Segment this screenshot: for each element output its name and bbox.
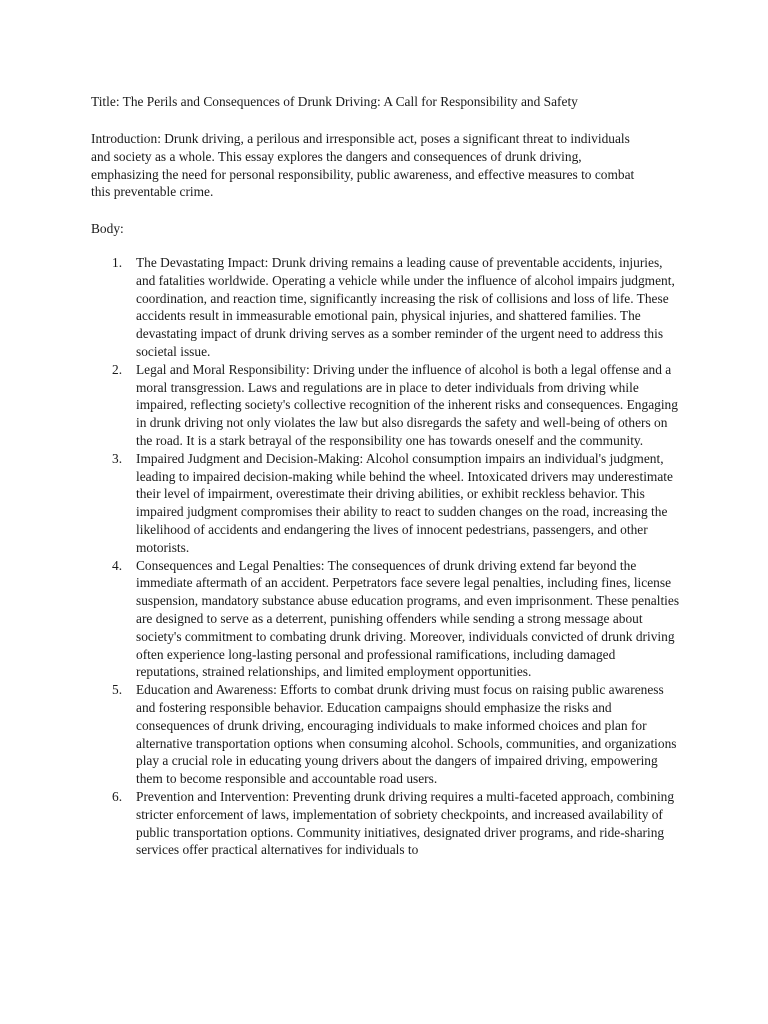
list-item-text: Prevention and Intervention: Preventing drunk driving requires a multi-faceted approach, combining stricter enforcement of laws, implementation of sobriety checkpoints, and increased availability of public transportation options. Community initiatives, designated driver programs, and ride-sharing services offer practical alternatives for individuals to xyxy=(136,788,675,858)
list-item xyxy=(91,254,681,361)
list-item xyxy=(91,557,681,682)
list-item-number: 6. xyxy=(112,788,123,804)
list-item-text: Impaired Judgment and Decision-Making: Alcohol consumption impairs an individual's judgment, leading to impaired decision-making while behind the wheel. Intoxicated drivers may underestimate their level of impairment, overestimate their driving abilities, or exhibit reckless behavior. This impaired judgment compromises their ability to react to sudden changes on the road, increasing the likelihood of accidents and endangering the lives of innocent pedestrians, passengers, and other motorists. xyxy=(136,450,673,555)
list-item xyxy=(91,361,681,450)
list-item-text: Education and Awareness: Efforts to combat drunk driving must focus on raising public awareness and fostering responsible behavior. Education campaigns should emphasize the risks and consequences of drunk driving, encouraging individuals to make informed choices and plan for alternative transportation options when consuming alcohol. Schools, communities, and organizations play a crucial role in educating young drivers about the dangers of impaired driving, empowering them to become responsible and accountable road users. xyxy=(136,682,677,787)
essay-title: Title: The Perils and Consequences of Drunk Driving: A Call for Responsibility and Safety xyxy=(91,94,578,109)
list-item-number: 4. xyxy=(112,557,123,573)
list-item xyxy=(91,450,681,557)
body-list xyxy=(91,254,681,859)
list-item-text: Consequences and Legal Penalties: The consequences of drunk driving extend far beyond the immediate aftermath of an accident. Perpetrators face severe legal penalties, including fines, license suspension, mandatory substance abuse education programs, and even imprisonment. These penalties are designed to serve as a deterrent, punishing offenders while sending a strong message about society's commitment to combating drunk driving. Moreover, individuals convicted of drunk driving often experience long-lasting personal and professional ramifications, including damaged reputations, strained relationships, and limited employment opportunities. xyxy=(136,557,680,680)
list-item-text: The Devastating Impact: Drunk driving remains a leading cause of preventable accidents, injuries, and fatalities worldwide. Operating a vehicle while under the influence of alcohol impairs judgment, coordination, and reaction time, significantly increasing the risk of collisions and loss of life. These accidents result in immeasurable emotional pain, physical injuries, and shattered families. The devastating impact of drunk driving serves as a somber reminder of the urgent need to address this societal issue. xyxy=(136,255,675,359)
introduction-paragraph: Introduction: Drunk driving, a perilous and irresponsible act, poses a significant threat to individuals and society as a whole. This essay explores the dangers and consequences of drunk driving, emphasizing the need for personal responsibility, public awareness, and effective measures to combat this preventable crime. xyxy=(91,131,635,200)
list-item-text: Legal and Moral Responsibility: Driving under the influence of alcohol is both a legal offense and a moral transgression. Laws and regulations are in place to deter individuals from driving while impaired, reflecting society's collective recognition of the inherent risks and consequences. Engaging in drunk driving not only violates the law but also disregards the safety and well-being of others on the road. It is a stark betrayal of the responsibility one has towards oneself and the community. xyxy=(136,361,678,448)
list-item-number: 3. xyxy=(112,450,123,466)
list-item xyxy=(91,681,681,788)
list-item-number: 5. xyxy=(112,682,123,698)
list-item-number: 2. xyxy=(112,361,123,377)
list-item xyxy=(91,788,681,859)
list-item-number: 1. xyxy=(112,255,123,270)
body-heading: Body: xyxy=(91,221,124,236)
